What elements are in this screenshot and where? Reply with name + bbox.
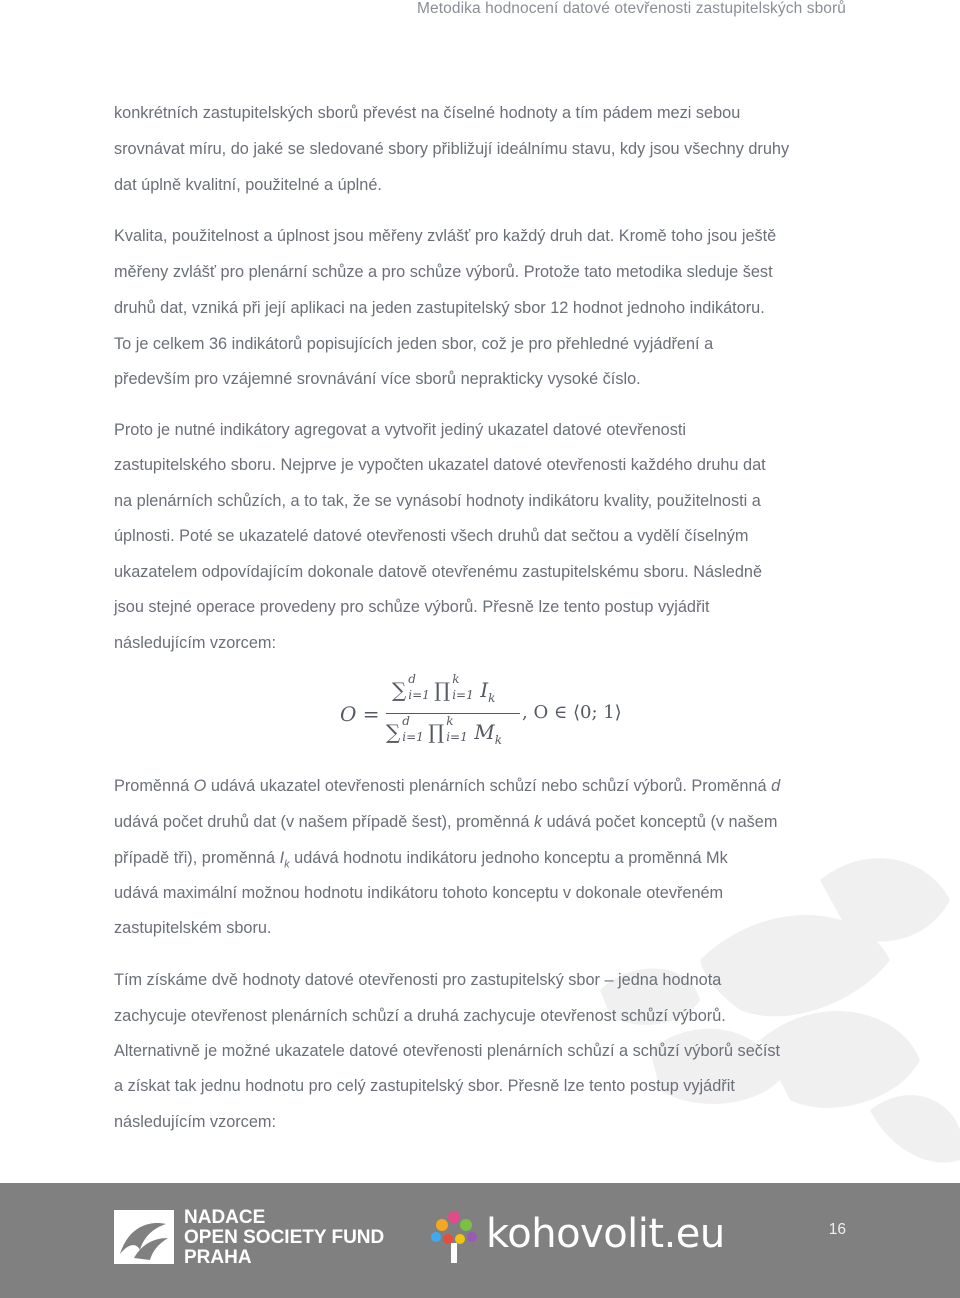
page-footer xyxy=(0,1183,960,1298)
kohovolit-logo xyxy=(428,1207,728,1267)
osf-logo xyxy=(114,1208,384,1268)
osf-line-1: NADACE xyxy=(184,1207,266,1228)
text-line: udává maximální možnou hodnotu indikátoru tohoto konceptu v dokonale otevřeném xyxy=(114,884,724,902)
running-header: Metodika hodnocení datové otevřenosti zastupitelských sborů xyxy=(417,0,846,17)
sum-symbol: ∑ xyxy=(386,720,401,744)
text-span: udává ukazatel otevřenosti plenárních schůzí nebo schůzí výborů. Proměnná xyxy=(206,777,772,795)
product-symbol: ∏ xyxy=(434,678,451,702)
text-line: jsou stejné operace provedeny pro schůze výborů. Přesně lze tento postup vyjádřit xyxy=(114,598,710,616)
numerator-subscript: k xyxy=(488,691,496,705)
formula-domain: , O ∈ ⟨0; 1⟩ xyxy=(522,702,622,723)
text-line: konkrétních zastupitelských sborů převést na číselné hodnoty a tím pádem mezi sebou xyxy=(114,104,741,122)
text-line: ukazatelem odpovídajícím dokonale datově otevřenému zastupitelskému sboru. Následně xyxy=(114,563,763,581)
text-line: To je celkem 36 indikátorů popisujících jeden sbor, což je pro přehledné vyjádření a xyxy=(114,335,714,353)
text-line: a získat tak jednu hodnotu pro celý zastupitelský sbor. Přesně lze tento postup vyjádřit xyxy=(114,1077,735,1095)
openness-formula xyxy=(340,672,640,756)
page-number: 16 xyxy=(828,1221,846,1238)
text-span: udává počet konceptů (v našem xyxy=(542,813,778,831)
product-lower-limit: i=1 xyxy=(446,730,468,744)
kohovolit-wordmark: kohovolit.eu xyxy=(486,1211,725,1257)
variable-name: O xyxy=(193,777,207,795)
text-line: dat úplně kvalitní, použitelné a úplné. xyxy=(114,176,382,194)
sum-lower-limit: i=1 xyxy=(408,688,430,702)
text-line: Alternativně je možné ukazatele datové otevřenosti plenárních schůzí a schůzí výborů sečíst xyxy=(114,1042,781,1060)
text-line: především pro vzájemné srovnávání více sborů neprakticky vysoké číslo. xyxy=(114,370,641,388)
text-line: následujícím vzorcem: xyxy=(114,1113,276,1131)
text-line xyxy=(114,848,728,874)
sum-lower-limit: i=1 xyxy=(402,730,424,744)
text-line: úplnosti. Poté se ukazatelé datové otevřenosti všech druhů dat sečtou a vydělí číselným xyxy=(114,527,749,545)
osf-emblem-icon xyxy=(114,1210,174,1264)
text-span: případě tři), proměnná xyxy=(114,849,280,867)
product-symbol: ∏ xyxy=(428,720,445,744)
text-line: měřeny zvlášť pro plenární schůze a pro schůze výborů. Protože tato metodika sleduje šest xyxy=(114,263,773,281)
text-span: Proměnná xyxy=(114,777,194,795)
variable-subscript: k xyxy=(284,858,290,871)
variable-name: d xyxy=(771,777,781,795)
product-lower-limit: i=1 xyxy=(452,688,474,702)
text-line: Kvalita, použitelnost a úplnost jsou měřeny zvlášť pro každý druh dat. Kromě toho jsou ještě xyxy=(114,227,777,245)
product-upper-limit: k xyxy=(452,672,460,686)
variable-name: k xyxy=(533,813,543,831)
text-line: srovnávat míru, do jaké se sledované sbory přibližují ideálnímu stavu, kdy jsou všechny druhy xyxy=(114,140,790,158)
formula-numerator xyxy=(392,672,496,705)
text-line xyxy=(114,776,780,796)
text-line: Proto je nutné indikátory agregovat a vytvořit jediný ukazatel datové otevřenosti xyxy=(114,421,686,439)
text-line xyxy=(114,812,777,832)
text-line: Tím získáme dvě hodnoty datové otevřenosti pro zastupitelský sbor – jedna hodnota xyxy=(114,971,722,989)
formula-lhs: O = xyxy=(340,702,380,726)
sum-upper-limit: d xyxy=(408,672,416,686)
text-span: udává počet druhů dat (v našem případě šest), proměnná xyxy=(114,813,534,831)
osf-line-3: PRAHA xyxy=(184,1247,252,1268)
text-line: na plenárních schůzích, a to tak, že se vynásobí hodnoty indikátoru kvality, použitelnosti a xyxy=(114,492,761,510)
text-line: následujícím vzorcem: xyxy=(114,634,276,652)
text-line: zastupitelského sboru. Nejprve je vypočten ukazatel datové otevřenosti každého druhu dat xyxy=(114,456,766,474)
sum-symbol: ∑ xyxy=(392,678,407,702)
variable-name: I xyxy=(279,849,285,867)
product-upper-limit: k xyxy=(446,714,454,728)
denominator-subscript: k xyxy=(494,733,502,747)
denominator-variable: M xyxy=(474,720,495,744)
formula-denominator xyxy=(386,714,502,747)
sum-upper-limit: d xyxy=(402,714,410,728)
tree-icon xyxy=(428,1207,480,1265)
numerator-variable: I xyxy=(480,678,489,702)
text-line: zastupitelském sboru. xyxy=(114,919,272,937)
osf-line-2: OPEN SOCIETY FUND xyxy=(184,1227,385,1248)
text-span: udává hodnotu indikátoru jednoho konceptu a proměnná Mk xyxy=(289,849,728,867)
text-line: zachycuje otevřenost plenárních schůzí a druhá zachycuje otevřenost schůzí výborů. xyxy=(114,1007,726,1025)
text-line: druhů dat, vzniká při její aplikaci na jeden zastupitelský sbor 12 hodnot jednoho indikátoru. xyxy=(114,299,765,317)
